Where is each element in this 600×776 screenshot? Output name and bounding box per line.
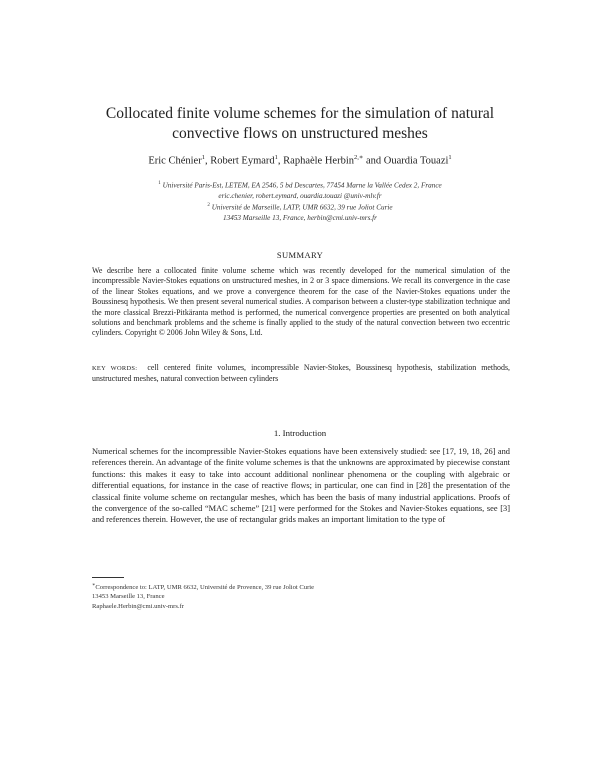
author-affil-mark: 1	[274, 154, 278, 161]
affiliations	[100, 179, 500, 224]
author-affil-mark: 1	[201, 154, 205, 161]
author-separator: ,	[277, 155, 284, 167]
affiliation-2	[100, 201, 500, 213]
title-line-2: convective flows on unstructured meshes	[172, 125, 428, 142]
footnote-text: Correspondence to: LATP, UMR 6632, Université de Provence, 39 rue Joliot Curie	[95, 584, 315, 592]
author-name: Eric Chénier	[148, 155, 202, 167]
affiliation-1	[100, 179, 500, 191]
footnote	[92, 581, 510, 611]
keywords-text: cell centered finite volumes, incompressible Navier-Stokes, Boussinesq hypothesis, stabilization methods, unstructured meshes, natural convection between cylinders	[92, 363, 510, 384]
title-line-1: Collocated finite volume schemes for the simulation of natural	[105, 105, 495, 122]
author-affil-mark: 1	[448, 154, 452, 161]
paper-title	[60, 104, 540, 144]
author-name: Raphaèle Herbin	[283, 155, 355, 167]
footnote-mark: ∗	[92, 583, 96, 588]
footnote-line-1	[92, 581, 510, 592]
keywords-label: KEY WORDS:	[92, 365, 138, 372]
author-affil-mark: 2,∗	[354, 154, 364, 161]
abstract-text: We describe here a collocated finite volume scheme which was recently developed for the numerical simulation of the incompressible Navier-Stokes equations on unstructured meshes, in 2 or 3 space dimensions. We recall its convergence in the case of the linear Stokes equations, and we prove a convergence theorem for the case of the Navier-Stokes equations under the Boussinesq hypothesis. We then present several numerical studies. A comparison between a cluster-type stabilization technique and the more classical Brezzi-Pitkäranta method is performed, the numerical convergence properties are presented on both analytical solutions and benchmark problems and the scheme is finally applied to the study of the natural convection between two eccentric cylinders. Copyright © 2006 John Wiley & Sons, Ltd.	[92, 266, 510, 338]
author-list	[60, 153, 540, 167]
intro-paragraph: Numerical schemes for the incompressible Navier-Stokes equations have been extensively studied: see [17, 19, 18, 26] and references therein. An advantage of the finite volume schemes is that the unknowns are approximated by piecewise constant functions: this makes it easy to take into account additional nonlinear phenomena or the coupling with algebraic or differential equations, for instance in the case of reactive flows; in particular, one can find in [28] the presentation of the classical finite volume scheme on rectangular meshes, which has been the basis of many industrial applications. Proofs of the convergence of the so-called “MAC scheme” [21] were performed for the Stokes and Navier-Stokes equations, see [3] and references therein. However, the use of rectangular grids makes an important limitation to the type of	[92, 447, 510, 525]
author-name: Ouardia Touazi	[383, 155, 449, 167]
author-name: Robert Eymard	[210, 155, 275, 167]
summary-heading: SUMMARY	[276, 250, 324, 260]
affiliation-2-address: 13453 Marseille 13, France, herbin@cmi.univ-mrs.fr	[223, 214, 377, 223]
footnote-email: Raphaele.Herbin@cmi.univ-mrs.fr	[92, 602, 184, 610]
affiliation-mark: 2	[207, 203, 210, 209]
footnote-line-2: 13453 Marseille 13, France	[92, 593, 165, 601]
affiliation-mark: 1	[158, 181, 161, 186]
affiliation-text: Université Paris-Est, LETEM, EA 2546, 5 bd Descartes, 77454 Marne la Vallée Cedex 2, France	[162, 181, 442, 190]
author-separator: ,	[204, 155, 211, 167]
footnote-rule	[92, 577, 124, 578]
keywords	[92, 363, 510, 385]
affiliation-1-email: eric.chenier, robert.eymard, ouardia.touazi @univ-mlv.fr	[218, 191, 382, 200]
section-heading: 1. Introduction	[273, 428, 327, 438]
affiliation-text: Université de Marseille, LATP, UMR 6632, 39 rue Joliot Curie	[211, 203, 393, 212]
author-and: and	[363, 155, 384, 167]
